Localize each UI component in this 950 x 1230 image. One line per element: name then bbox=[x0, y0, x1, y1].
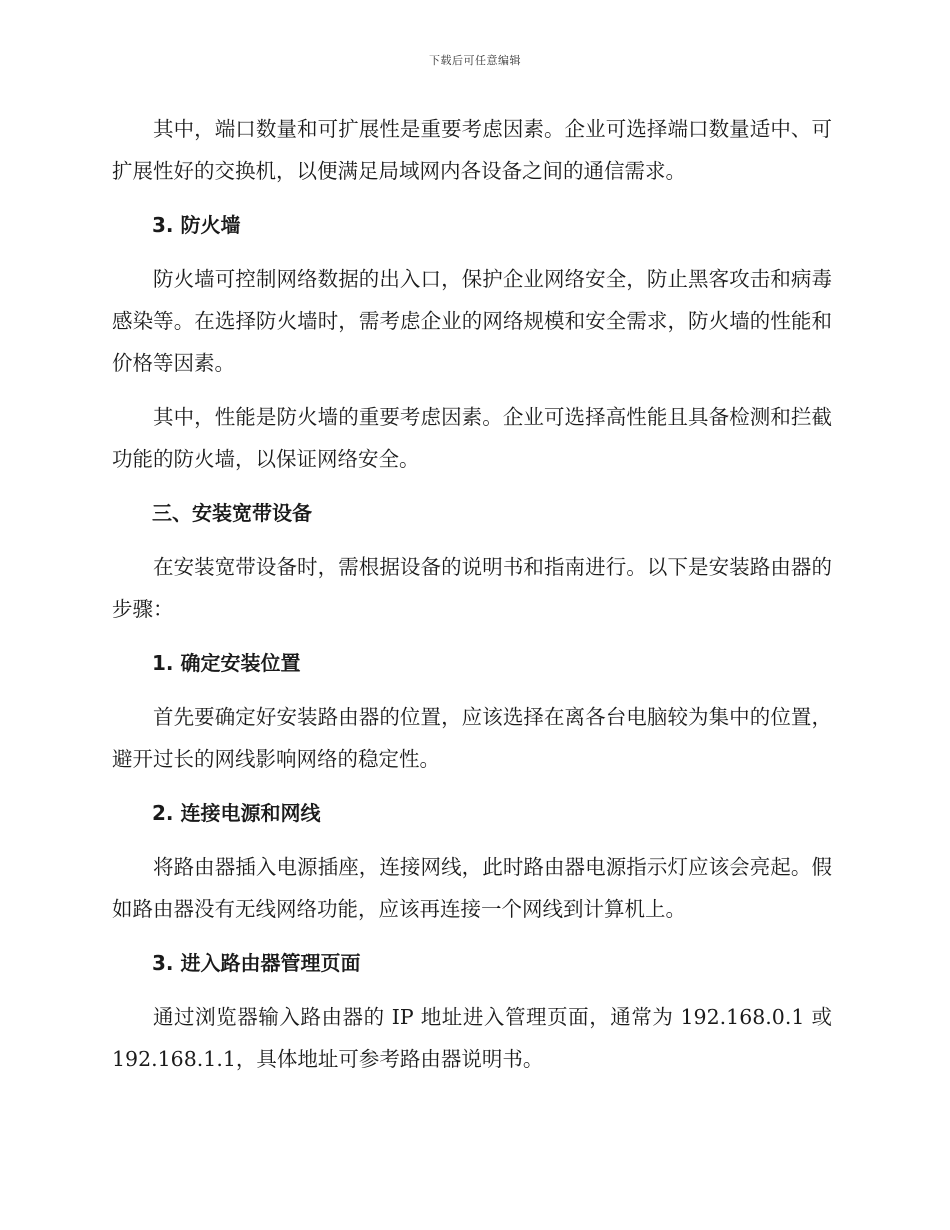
heading-step-admin-page: 3. 进入路由器管理页面 bbox=[152, 951, 361, 975]
paragraph-firewall-performance: 其中，性能是防火墙的重要考虑因素。企业可选择高性能且具备检测和拦截功能的防火墙，以保证网络安全。 bbox=[112, 405, 832, 471]
paragraph-switch-ports: 其中，端口数量和可扩展性是重要考虑因素。企业可选择端口数量适中、可扩展性好的交换机，以便满足局域网内各设备之间的通信需求。 bbox=[112, 117, 832, 183]
heading-firewall: 3. 防火墙 bbox=[152, 213, 241, 237]
paragraph-firewall-intro: 防火墙可控制网络数据的出入口，保护企业网络安全，防止黑客攻击和病毒感染等。在选择防火墙时，需考虑企业的网络规模和安全需求，防火墙的性能和价格等因素。 bbox=[112, 267, 832, 375]
heading-install-broadband: 三、安装宽带设备 bbox=[152, 501, 312, 525]
paragraph-step-power: 将路由器插入电源插座，连接网线，此时路由器电源指示灯应该会亮起。假如路由器没有无线网络功能，应该再连接一个网线到计算机上。 bbox=[112, 855, 832, 921]
document-body bbox=[112, 108, 832, 1080]
heading-step-power: 2. 连接电源和网线 bbox=[152, 801, 321, 825]
heading-step-location: 1. 确定安装位置 bbox=[152, 651, 301, 675]
paragraph-install-intro: 在安装宽带设备时，需根据设备的说明书和指南进行。以下是安装路由器的步骤： bbox=[112, 555, 832, 621]
paragraph-step-location: 首先要确定好安装路由器的位置，应该选择在离各台电脑较为集中的位置，避开过长的网线影响网络的稳定性。 bbox=[112, 705, 832, 771]
page-header: 下载后可任意编辑 bbox=[429, 54, 521, 67]
paragraph-step-admin-page: 通过浏览器输入路由器的 IP 地址进入管理页面，通常为 192.168.0.1 或 192.168.1.1，具体地址可参考路由器说明书。 bbox=[112, 1005, 832, 1071]
